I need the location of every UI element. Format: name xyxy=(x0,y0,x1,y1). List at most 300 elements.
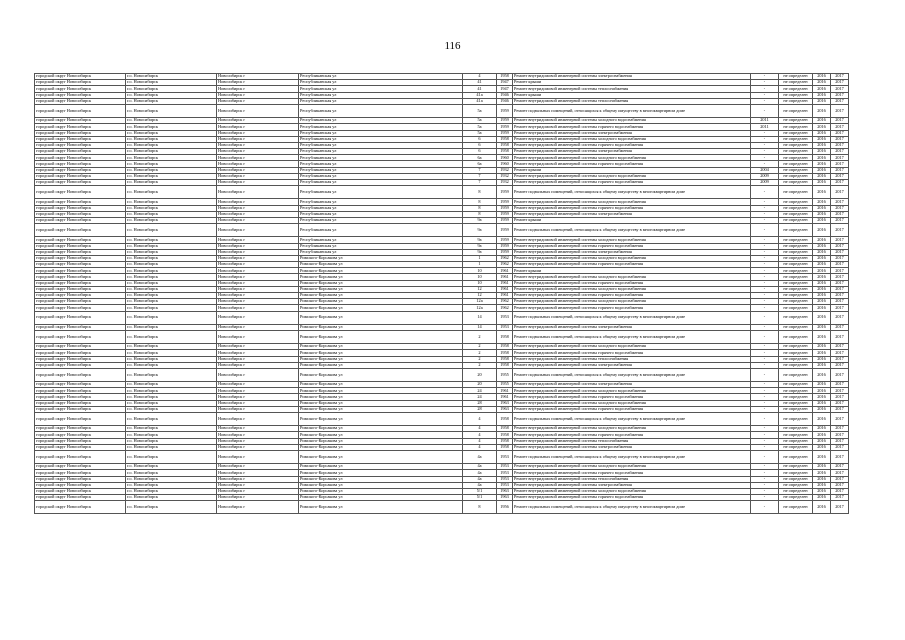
cell-repair-work: Ремонт внутридомовой инженерной системы горячего водоснабжения xyxy=(513,305,751,311)
cell-street: Римского-Корсакова ул xyxy=(299,268,463,274)
cell-plan-start-year: 2016 xyxy=(813,324,831,330)
cell-settlement: Новосибирск г xyxy=(217,432,299,438)
cell-plan-end-year: 2017 xyxy=(831,262,849,268)
cell-plan-end-year: 2017 xyxy=(831,330,849,343)
cell-plan-start-year: 2016 xyxy=(813,180,831,186)
cell-house-number: 8 xyxy=(463,501,497,514)
cell-district: г.о. Новосибирск xyxy=(126,237,217,243)
cell-street: Римского-Корсакова ул xyxy=(299,382,463,388)
cell-house-number: 9а xyxy=(463,249,497,255)
cell-municipality: городской округ Новосибирск xyxy=(35,299,126,305)
table-row xyxy=(35,450,849,463)
cell-plan-start-year: 2016 xyxy=(813,98,831,104)
cell-build-year: 1958 xyxy=(497,74,513,80)
cell-district: г.о. Новосибирск xyxy=(126,413,217,426)
cell-repair-work: Ремонт внутридомовой инженерной системы горячего водоснабжения xyxy=(513,205,751,211)
cell-street: Римского-Корсакова ул xyxy=(299,330,463,343)
cell-street: Римского-Корсакова ул xyxy=(299,311,463,324)
cell-plan-start-year: 2016 xyxy=(813,432,831,438)
cell-district: г.о. Новосибирск xyxy=(126,495,217,501)
cell-cost: не определен xyxy=(779,86,813,92)
cell-plan-start-year: 2016 xyxy=(813,149,831,155)
cell-municipality: городской округ Новосибирск xyxy=(35,470,126,476)
cell-district: г.о. Новосибирск xyxy=(126,161,217,167)
table-row xyxy=(35,368,849,381)
cell-build-year: 1961 xyxy=(497,274,513,280)
cell-municipality: городской округ Новосибирск xyxy=(35,199,126,205)
cell-repair-work: Ремонт внутридомовой инженерной системы горячего водоснабжения xyxy=(513,180,751,186)
cell-repair-work: Ремонт внутридомовой инженерной системы холодного водоснабжения xyxy=(513,426,751,432)
cell-municipality: городской округ Новосибирск xyxy=(35,149,126,155)
cell-last-repair-year: - xyxy=(751,476,779,482)
cell-last-repair-year: - xyxy=(751,450,779,463)
cell-plan-start-year: 2016 xyxy=(813,330,831,343)
cell-municipality: городской округ Новосибирск xyxy=(35,324,126,330)
cell-build-year: 1962 xyxy=(497,255,513,261)
cell-plan-start-year: 2016 xyxy=(813,495,831,501)
cell-build-year: 1953 xyxy=(497,476,513,482)
cell-last-repair-year: - xyxy=(751,432,779,438)
cell-district: г.о. Новосибирск xyxy=(126,274,217,280)
cell-cost: не определен xyxy=(779,149,813,155)
table-row xyxy=(35,224,849,237)
cell-repair-work: Ремонт внутридомовой инженерной системы холодного водоснабжения xyxy=(513,173,751,179)
cell-district: г.о. Новосибирск xyxy=(126,311,217,324)
cell-house-number: 20 xyxy=(463,382,497,388)
cell-street: Республиканская ул xyxy=(299,92,463,98)
cell-build-year: 1962 xyxy=(497,262,513,268)
cell-municipality: городской округ Новосибирск xyxy=(35,155,126,161)
cell-last-repair-year: - xyxy=(751,104,779,117)
cell-district: г.о. Новосибирск xyxy=(126,249,217,255)
cell-settlement: Новосибирск г xyxy=(217,488,299,494)
cell-house-number: 2 xyxy=(463,330,497,343)
cell-build-year: 1953 xyxy=(497,464,513,470)
cell-cost: не определен xyxy=(779,482,813,488)
cell-plan-start-year: 2016 xyxy=(813,299,831,305)
cell-plan-end-year: 2017 xyxy=(831,476,849,482)
cell-build-year: 1959 xyxy=(497,249,513,255)
cell-settlement: Новосибирск г xyxy=(217,350,299,356)
cell-plan-end-year: 2017 xyxy=(831,368,849,381)
cell-settlement: Новосибирск г xyxy=(217,224,299,237)
cell-cost: не определен xyxy=(779,124,813,130)
cell-repair-work: Ремонт внутридомовой инженерной системы электроснабжения xyxy=(513,211,751,217)
cell-street: Республиканская ул xyxy=(299,180,463,186)
cell-last-repair-year: - xyxy=(751,482,779,488)
cell-municipality: городской округ Новосибирск xyxy=(35,311,126,324)
cell-plan-start-year: 2016 xyxy=(813,237,831,243)
cell-municipality: городской округ Новосибирск xyxy=(35,237,126,243)
cell-municipality: городской округ Новосибирск xyxy=(35,130,126,136)
cell-municipality: городской округ Новосибирск xyxy=(35,255,126,261)
cell-street: Римского-Корсакова ул xyxy=(299,280,463,286)
cell-repair-work: Ремонт внутридомовой инженерной системы горячего водоснабжения xyxy=(513,470,751,476)
cell-municipality: городской округ Новосибирск xyxy=(35,388,126,394)
cell-plan-start-year: 2016 xyxy=(813,74,831,80)
cell-district: г.о. Новосибирск xyxy=(126,118,217,124)
cell-street: Республиканская ул xyxy=(299,124,463,130)
cell-street: Республиканская ул xyxy=(299,86,463,92)
cell-plan-start-year: 2016 xyxy=(813,262,831,268)
cell-municipality: городской округ Новосибирск xyxy=(35,413,126,426)
cell-municipality: городской округ Новосибирск xyxy=(35,426,126,432)
cell-last-repair-year: - xyxy=(751,205,779,211)
cell-build-year: 1959 xyxy=(497,243,513,249)
cell-repair-work: Ремонт внутридомовой инженерной системы электроснабжения xyxy=(513,362,751,368)
cell-plan-start-year: 2016 xyxy=(813,136,831,142)
cell-district: г.о. Новосибирск xyxy=(126,124,217,130)
cell-district: г.о. Новосибирск xyxy=(126,501,217,514)
cell-plan-start-year: 2016 xyxy=(813,413,831,426)
cell-municipality: городской округ Новосибирск xyxy=(35,450,126,463)
cell-plan-start-year: 2016 xyxy=(813,243,831,249)
cell-plan-start-year: 2016 xyxy=(813,406,831,412)
cell-cost: не определен xyxy=(779,476,813,482)
cell-settlement: Новосибирск г xyxy=(217,167,299,173)
cell-house-number: 4а xyxy=(463,476,497,482)
cell-cost: не определен xyxy=(779,237,813,243)
cell-last-repair-year: - xyxy=(751,237,779,243)
cell-last-repair-year: - xyxy=(751,92,779,98)
cell-plan-end-year: 2017 xyxy=(831,205,849,211)
cell-house-number: 1 xyxy=(463,262,497,268)
cell-repair-work: Ремонт внутридомовой инженерной системы холодного водоснабжения xyxy=(513,488,751,494)
cell-plan-start-year: 2016 xyxy=(813,124,831,130)
cell-settlement: Новосибирск г xyxy=(217,426,299,432)
cell-house-number: 14 xyxy=(463,311,497,324)
cell-street: Римского-Корсакова ул xyxy=(299,488,463,494)
cell-plan-end-year: 2017 xyxy=(831,388,849,394)
cell-street: Римского-Корсакова ул xyxy=(299,450,463,463)
cell-last-repair-year: - xyxy=(751,130,779,136)
cell-municipality: городской округ Новосибирск xyxy=(35,243,126,249)
cell-district: г.о. Новосибирск xyxy=(126,330,217,343)
cell-plan-end-year: 2017 xyxy=(831,470,849,476)
cell-street: Римского-Корсакова ул xyxy=(299,344,463,350)
cell-cost: не определен xyxy=(779,199,813,205)
cell-last-repair-year: - xyxy=(751,286,779,292)
cell-settlement: Новосибирск г xyxy=(217,286,299,292)
cell-last-repair-year: - xyxy=(751,293,779,299)
cell-street: Римского-Корсакова ул xyxy=(299,274,463,280)
cell-house-number: 6 xyxy=(463,136,497,142)
cell-build-year: 1959 xyxy=(497,186,513,199)
cell-house-number: 10 xyxy=(463,274,497,280)
cell-house-number: 41 xyxy=(463,86,497,92)
cell-municipality: городской округ Новосибирск xyxy=(35,104,126,117)
cell-settlement: Новосибирск г xyxy=(217,501,299,514)
cell-plan-end-year: 2017 xyxy=(831,305,849,311)
cell-cost: не определен xyxy=(779,74,813,80)
cell-cost: не определен xyxy=(779,167,813,173)
cell-build-year: 1958 xyxy=(497,330,513,343)
cell-cost: не определен xyxy=(779,413,813,426)
cell-district: г.о. Новосибирск xyxy=(126,426,217,432)
cell-plan-end-year: 2017 xyxy=(831,249,849,255)
cell-municipality: городской округ Новосибирск xyxy=(35,305,126,311)
cell-cost: не определен xyxy=(779,356,813,362)
cell-district: г.о. Новосибирск xyxy=(126,368,217,381)
cell-build-year: 1962 xyxy=(497,299,513,305)
cell-street: Римского-Корсакова ул xyxy=(299,394,463,400)
cell-settlement: Новосибирск г xyxy=(217,356,299,362)
cell-settlement: Новосибирск г xyxy=(217,80,299,86)
cell-build-year: 1955 xyxy=(497,368,513,381)
cell-district: г.о. Новосибирск xyxy=(126,180,217,186)
cell-build-year: 1958 xyxy=(497,426,513,432)
cell-build-year: 1958 xyxy=(497,350,513,356)
cell-last-repair-year: - xyxy=(751,444,779,450)
cell-repair-work: Ремонт внутридомовой инженерной системы горячего водоснабжения xyxy=(513,124,751,130)
cell-street: Республиканская ул xyxy=(299,199,463,205)
cell-build-year: 1963 xyxy=(497,400,513,406)
cell-repair-work: Ремонт внутридомовой инженерной системы горячего водоснабжения xyxy=(513,406,751,412)
cell-cost: не определен xyxy=(779,224,813,237)
cell-street: Республиканская ул xyxy=(299,104,463,117)
cell-settlement: Новосибирск г xyxy=(217,262,299,268)
cell-plan-end-year: 2017 xyxy=(831,495,849,501)
cell-district: г.о. Новосибирск xyxy=(126,299,217,305)
cell-street: Римского-Корсакова ул xyxy=(299,400,463,406)
cell-plan-start-year: 2016 xyxy=(813,450,831,463)
page-number: 116 xyxy=(444,40,461,52)
cell-district: г.о. Новосибирск xyxy=(126,400,217,406)
cell-district: г.о. Новосибирск xyxy=(126,149,217,155)
cell-district: г.о. Новосибирск xyxy=(126,217,217,223)
cell-district: г.о. Новосибирск xyxy=(126,243,217,249)
cell-district: г.о. Новосибирск xyxy=(126,356,217,362)
cell-last-repair-year: - xyxy=(751,155,779,161)
cell-district: г.о. Новосибирск xyxy=(126,86,217,92)
cell-house-number: 9а xyxy=(463,243,497,249)
cell-street: Республиканская ул xyxy=(299,149,463,155)
cell-repair-work: Ремонт внутридомовой инженерной системы горячего водоснабжения xyxy=(513,394,751,400)
table-row xyxy=(35,311,849,324)
cell-municipality: городской округ Новосибирск xyxy=(35,406,126,412)
capital-repair-table xyxy=(34,73,849,514)
cell-street: Республиканская ул xyxy=(299,186,463,199)
cell-settlement: Новосибирск г xyxy=(217,406,299,412)
cell-plan-end-year: 2017 xyxy=(831,217,849,223)
cell-plan-start-year: 2016 xyxy=(813,488,831,494)
cell-settlement: Новосибирск г xyxy=(217,476,299,482)
cell-repair-work: Ремонт подвальных помещений, относящихся к общему имуществу в многоквартирном доме xyxy=(513,311,751,324)
cell-build-year: 1953 xyxy=(497,311,513,324)
cell-cost: не определен xyxy=(779,311,813,324)
cell-build-year: 1961 xyxy=(497,280,513,286)
cell-cost: не определен xyxy=(779,249,813,255)
cell-street: Римского-Корсакова ул xyxy=(299,362,463,368)
cell-street: Римского-Корсакова ул xyxy=(299,495,463,501)
cell-district: г.о. Новосибирск xyxy=(126,205,217,211)
cell-municipality: городской округ Новосибирск xyxy=(35,501,126,514)
cell-street: Республиканская ул xyxy=(299,167,463,173)
cell-last-repair-year: - xyxy=(751,330,779,343)
cell-district: г.о. Новосибирск xyxy=(126,444,217,450)
cell-build-year: 1947 xyxy=(497,80,513,86)
cell-plan-end-year: 2017 xyxy=(831,432,849,438)
cell-cost: не определен xyxy=(779,286,813,292)
cell-plan-start-year: 2016 xyxy=(813,501,831,514)
cell-cost: не определен xyxy=(779,368,813,381)
cell-street: Республиканская ул xyxy=(299,217,463,223)
cell-house-number: 4 xyxy=(463,432,497,438)
table-body xyxy=(35,74,849,514)
cell-build-year: 1958 xyxy=(497,432,513,438)
cell-district: г.о. Новосибирск xyxy=(126,173,217,179)
cell-settlement: Новосибирск г xyxy=(217,495,299,501)
cell-plan-end-year: 2017 xyxy=(831,98,849,104)
cell-build-year: 1959 xyxy=(497,104,513,117)
cell-plan-start-year: 2016 xyxy=(813,217,831,223)
cell-street: Республиканская ул xyxy=(299,155,463,161)
cell-repair-work: Ремонт подвальных помещений, относящихся к общему имуществу в многоквартирном доме xyxy=(513,501,751,514)
cell-settlement: Новосибирск г xyxy=(217,400,299,406)
cell-plan-start-year: 2016 xyxy=(813,224,831,237)
cell-last-repair-year: - xyxy=(751,255,779,261)
cell-plan-end-year: 2017 xyxy=(831,286,849,292)
cell-repair-work: Ремонт внутридомовой инженерной системы горячего водоснабжения xyxy=(513,350,751,356)
cell-cost: не определен xyxy=(779,350,813,356)
cell-cost: не определен xyxy=(779,501,813,514)
cell-last-repair-year: - xyxy=(751,470,779,476)
cell-plan-start-year: 2016 xyxy=(813,274,831,280)
cell-build-year: 1959 xyxy=(497,199,513,205)
cell-municipality: городской округ Новосибирск xyxy=(35,98,126,104)
cell-district: г.о. Новосибирск xyxy=(126,92,217,98)
cell-build-year: 1962 xyxy=(497,305,513,311)
cell-street: Республиканская ул xyxy=(299,224,463,237)
cell-last-repair-year: - xyxy=(751,438,779,444)
cell-settlement: Новосибирск г xyxy=(217,142,299,148)
cell-last-repair-year: 2004 xyxy=(751,167,779,173)
cell-house-number: 12а xyxy=(463,305,497,311)
cell-plan-end-year: 2017 xyxy=(831,199,849,205)
cell-repair-work: Ремонт внутридомовой инженерной системы горячего водоснабжения xyxy=(513,262,751,268)
cell-district: г.о. Новосибирск xyxy=(126,155,217,161)
cell-district: г.о. Новосибирск xyxy=(126,199,217,205)
cell-house-number: 7 xyxy=(463,173,497,179)
cell-municipality: городской округ Новосибирск xyxy=(35,394,126,400)
cell-cost: не определен xyxy=(779,293,813,299)
cell-settlement: Новосибирск г xyxy=(217,217,299,223)
cell-plan-end-year: 2017 xyxy=(831,450,849,463)
cell-house-number: 28 xyxy=(463,400,497,406)
cell-municipality: городской округ Новосибирск xyxy=(35,205,126,211)
cell-plan-start-year: 2016 xyxy=(813,305,831,311)
cell-street: Римского-Корсакова ул xyxy=(299,482,463,488)
cell-district: г.о. Новосибирск xyxy=(126,255,217,261)
cell-cost: не определен xyxy=(779,98,813,104)
cell-plan-start-year: 2016 xyxy=(813,104,831,117)
cell-cost: не определен xyxy=(779,299,813,305)
cell-cost: не определен xyxy=(779,268,813,274)
cell-cost: не определен xyxy=(779,274,813,280)
cell-house-number: 4 xyxy=(463,426,497,432)
cell-repair-work: Ремонт внутридомовой инженерной системы теплоснабжения xyxy=(513,356,751,362)
cell-street: Римского-Корсакова ул xyxy=(299,501,463,514)
cell-settlement: Новосибирск г xyxy=(217,362,299,368)
cell-build-year: 1959 xyxy=(497,237,513,243)
cell-build-year: 1963 xyxy=(497,488,513,494)
cell-settlement: Новосибирск г xyxy=(217,268,299,274)
cell-street: Римского-Корсакова ул xyxy=(299,388,463,394)
cell-district: г.о. Новосибирск xyxy=(126,136,217,142)
cell-build-year: 1960 xyxy=(497,155,513,161)
cell-settlement: Новосибирск г xyxy=(217,199,299,205)
cell-plan-end-year: 2017 xyxy=(831,155,849,161)
cell-house-number: 6а xyxy=(463,155,497,161)
cell-settlement: Новосибирск г xyxy=(217,104,299,117)
cell-settlement: Новосибирск г xyxy=(217,444,299,450)
table-row xyxy=(35,413,849,426)
cell-last-repair-year: - xyxy=(751,305,779,311)
cell-house-number: 4а xyxy=(463,470,497,476)
cell-settlement: Новосибирск г xyxy=(217,149,299,155)
cell-plan-end-year: 2017 xyxy=(831,92,849,98)
cell-house-number: 24 xyxy=(463,388,497,394)
cell-plan-end-year: 2017 xyxy=(831,268,849,274)
cell-street: Республиканская ул xyxy=(299,249,463,255)
cell-municipality: городской округ Новосибирск xyxy=(35,350,126,356)
cell-settlement: Новосибирск г xyxy=(217,330,299,343)
cell-last-repair-year: - xyxy=(751,142,779,148)
cell-plan-start-year: 2016 xyxy=(813,356,831,362)
cell-district: г.о. Новосибирск xyxy=(126,382,217,388)
cell-cost: не определен xyxy=(779,388,813,394)
cell-street: Республиканская ул xyxy=(299,237,463,243)
cell-municipality: городской округ Новосибирск xyxy=(35,274,126,280)
cell-district: г.о. Новосибирск xyxy=(126,280,217,286)
cell-municipality: городской округ Новосибирск xyxy=(35,224,126,237)
cell-repair-work: Ремонт внутридомовой инженерной системы холодного водоснабжения xyxy=(513,274,751,280)
cell-last-repair-year: - xyxy=(751,344,779,350)
cell-municipality: городской округ Новосибирск xyxy=(35,482,126,488)
cell-street: Римского-Корсакова ул xyxy=(299,299,463,305)
cell-cost: не определен xyxy=(779,400,813,406)
cell-build-year: 1955 xyxy=(497,382,513,388)
cell-district: г.о. Новосибирск xyxy=(126,293,217,299)
cell-last-repair-year: - xyxy=(751,136,779,142)
cell-repair-work: Ремонт внутридомовой инженерной системы холодного водоснабжения xyxy=(513,400,751,406)
cell-municipality: городской округ Новосибирск xyxy=(35,368,126,381)
cell-build-year: 1953 xyxy=(497,450,513,463)
cell-municipality: городской округ Новосибирск xyxy=(35,476,126,482)
cell-district: г.о. Новосибирск xyxy=(126,388,217,394)
cell-municipality: городской округ Новосибирск xyxy=(35,293,126,299)
cell-repair-work: Ремонт внутридомовой инженерной системы холодного водоснабжения xyxy=(513,286,751,292)
cell-plan-start-year: 2016 xyxy=(813,118,831,124)
cell-repair-work: Ремонт внутридомовой инженерной системы холодного водоснабжения xyxy=(513,136,751,142)
cell-plan-start-year: 2016 xyxy=(813,86,831,92)
cell-cost: не определен xyxy=(779,104,813,117)
cell-build-year: 1961 xyxy=(497,268,513,274)
cell-street: Римского-Корсакова ул xyxy=(299,406,463,412)
cell-cost: не определен xyxy=(779,211,813,217)
cell-municipality: городской округ Новосибирск xyxy=(35,362,126,368)
cell-house-number: 5а xyxy=(463,130,497,136)
cell-plan-end-year: 2017 xyxy=(831,406,849,412)
cell-build-year: 1958 xyxy=(497,362,513,368)
cell-house-number: 41а xyxy=(463,92,497,98)
cell-district: г.о. Новосибирск xyxy=(126,130,217,136)
cell-cost: не определен xyxy=(779,255,813,261)
cell-cost: не определен xyxy=(779,130,813,136)
cell-repair-work: Ремонт внутридомовой инженерной системы теплоснабжения xyxy=(513,86,751,92)
cell-build-year: 1956 xyxy=(497,501,513,514)
cell-plan-end-year: 2017 xyxy=(831,80,849,86)
